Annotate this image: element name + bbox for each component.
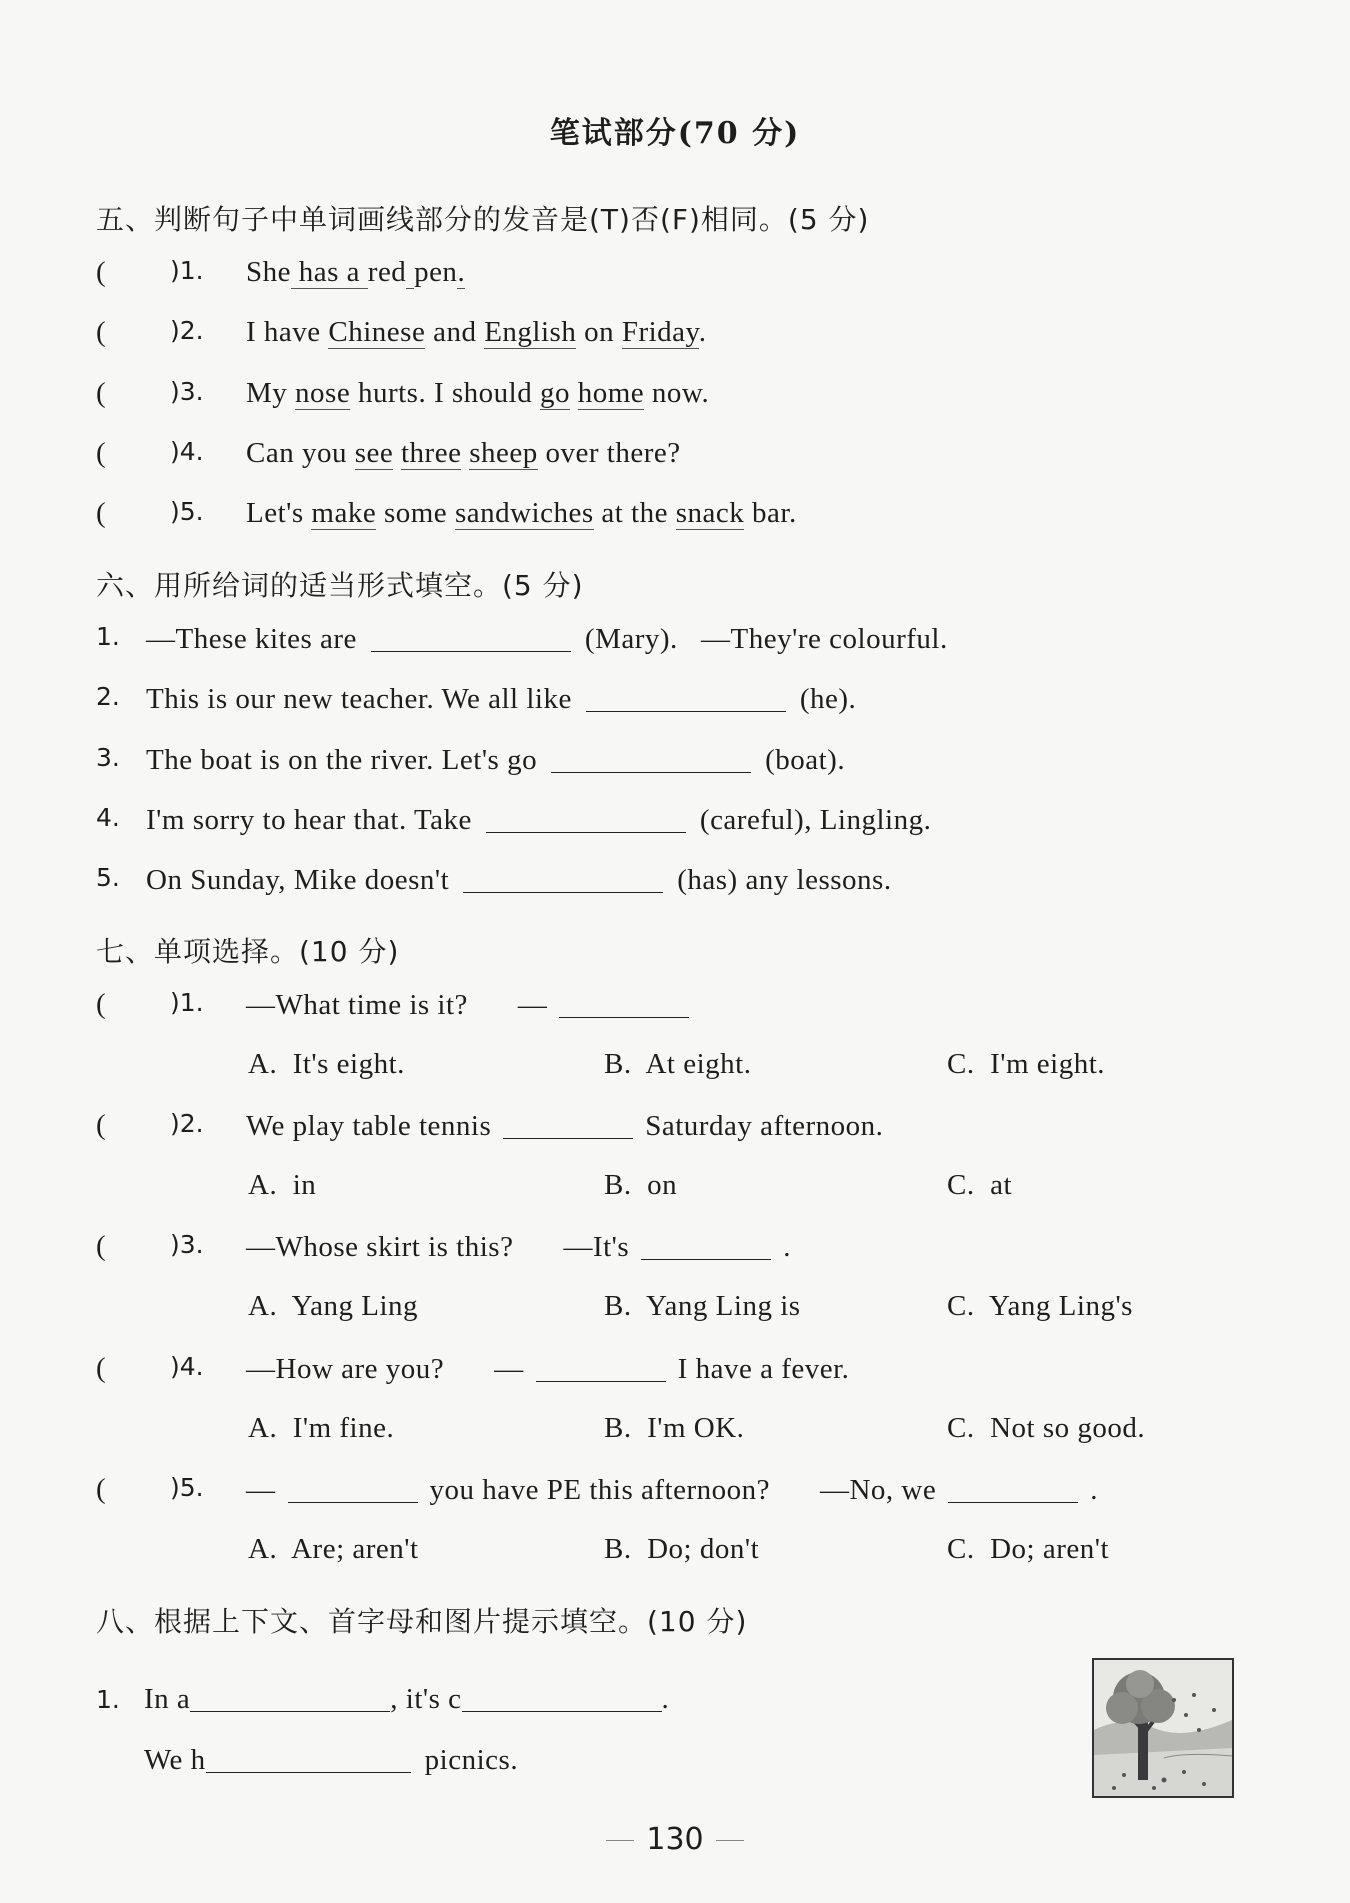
option-c[interactable]: C. Do; aren't xyxy=(947,1533,1110,1565)
item-number: )1. xyxy=(170,988,204,1017)
page-number xyxy=(0,1822,1350,1857)
question xyxy=(246,1109,883,1143)
answer-blank[interactable] xyxy=(641,1230,771,1260)
answer-paren[interactable]: ( xyxy=(96,1230,106,1262)
answer-blank[interactable] xyxy=(206,1743,411,1773)
option-a[interactable]: A. It's eight. xyxy=(248,1048,405,1080)
sentence-before-blank: The boat is on the river. Let's go xyxy=(146,744,538,776)
sentence-part: My xyxy=(246,377,296,409)
section-8-heading: 八、根据上下文、首字母和图片提示填空。(10 分) xyxy=(96,1605,748,1638)
option-c[interactable]: C. Not so good. xyxy=(947,1412,1146,1444)
period: . xyxy=(1090,1474,1098,1506)
answer-blank[interactable] xyxy=(503,1109,633,1139)
item-number: )2. xyxy=(170,1109,204,1138)
underlined-word: three xyxy=(401,437,462,469)
answer-blank[interactable] xyxy=(190,1682,390,1712)
section-8-item-number: 1. xyxy=(96,1685,120,1714)
question xyxy=(246,988,701,1022)
section-5-item xyxy=(96,377,1246,417)
option-c[interactable]: C. I'm eight. xyxy=(947,1048,1106,1080)
sentence-part: hurts. I should xyxy=(350,377,540,409)
autumn-tree-icon xyxy=(1094,1660,1232,1796)
sentence-after-blank: (has) any lessons. xyxy=(677,864,892,896)
page-number-text: 130 xyxy=(646,1822,704,1857)
underlined-word: snack xyxy=(675,497,745,529)
item-number: )5. xyxy=(170,1473,204,1502)
answer-blank[interactable] xyxy=(288,1473,418,1503)
answer-paren[interactable]: ( xyxy=(96,377,106,409)
sentence-part: some xyxy=(376,497,455,529)
sentence-part: pen xyxy=(414,256,458,288)
sentence-part: bar. xyxy=(744,497,797,529)
underlined-word: Friday xyxy=(621,316,699,348)
answer-blank[interactable] xyxy=(948,1473,1078,1503)
section-5-item xyxy=(96,256,1246,296)
autumn-tree-illustration xyxy=(1092,1658,1234,1798)
question-text-after: Saturday afternoon. xyxy=(645,1110,884,1142)
line2-text-b: picnics. xyxy=(424,1744,519,1776)
sentence xyxy=(146,803,931,837)
item-number: )5. xyxy=(170,497,204,526)
answer-blank[interactable] xyxy=(551,743,751,773)
page-title: 笔试部分(70 分) xyxy=(549,116,801,151)
item-number: 5. xyxy=(96,863,120,892)
sentence-before-blank: I'm sorry to hear that. Take xyxy=(146,804,472,836)
option-a[interactable]: A. in xyxy=(248,1169,317,1201)
sentence xyxy=(246,256,465,289)
option-b[interactable]: B. Do; don't xyxy=(604,1533,760,1565)
question-text-after: I have a fever. xyxy=(677,1353,850,1385)
option-b[interactable]: B. I'm OK. xyxy=(604,1412,745,1444)
question-text: We play table tennis xyxy=(246,1110,492,1142)
answer-blank[interactable] xyxy=(462,1682,662,1712)
underlined-word: see xyxy=(354,437,394,469)
line1-text-a: In a xyxy=(144,1683,191,1715)
section-5-item xyxy=(96,316,1246,356)
underlined-word: nose xyxy=(295,377,351,409)
section-5-heading: 五、判断句子中单词画线部分的发音是(T)否(F)相同。(5 分) xyxy=(96,203,870,236)
underlined-word: has a xyxy=(291,256,368,288)
sentence-part: She xyxy=(246,256,291,288)
answer-blank[interactable] xyxy=(559,988,689,1018)
question-dash: — xyxy=(246,1474,276,1506)
sentence-part: . xyxy=(698,316,707,348)
item-number: 2. xyxy=(96,682,120,711)
underlined-word: Chinese xyxy=(328,316,426,348)
option-b[interactable]: B. At eight. xyxy=(604,1048,752,1080)
answer-paren[interactable]: ( xyxy=(96,256,106,288)
answer-prefix: —No, we xyxy=(819,1474,937,1506)
sentence-part: I have xyxy=(246,316,329,348)
answer-paren[interactable]: ( xyxy=(96,437,106,469)
sentence-part: Can you xyxy=(246,437,355,469)
option-c[interactable]: C. at xyxy=(947,1169,1013,1201)
answer-paren[interactable]: ( xyxy=(96,988,106,1020)
sentence-part: over there? xyxy=(537,437,681,469)
underlined-word: English xyxy=(484,316,577,348)
question xyxy=(246,1352,849,1386)
answer-dash: — xyxy=(517,989,548,1021)
item-number: )4. xyxy=(170,1352,204,1381)
question-text: —Whose skirt is this? xyxy=(246,1231,514,1263)
question-text: you have PE this afternoon? xyxy=(429,1474,770,1506)
question-text: —How are you? xyxy=(246,1353,445,1385)
answer-paren[interactable]: ( xyxy=(96,316,106,348)
option-a[interactable]: A. I'm fine. xyxy=(248,1412,395,1444)
answer-blank[interactable] xyxy=(536,1352,666,1382)
item-number: 1. xyxy=(96,622,120,651)
underlined-word: sandwiches xyxy=(454,497,594,529)
answer-prefix: —It's xyxy=(563,1231,630,1263)
option-b[interactable]: B. Yang Ling is xyxy=(604,1290,801,1322)
item-number: )4. xyxy=(170,437,204,466)
option-b[interactable]: B. on xyxy=(604,1169,678,1201)
line1-text-b: , it's c xyxy=(390,1683,462,1715)
sentence-before-blank: On Sunday, Mike doesn't xyxy=(146,864,450,896)
period: . xyxy=(783,1231,791,1263)
sentence-part: red xyxy=(367,256,407,288)
sentence-part: and xyxy=(425,316,485,348)
sentence xyxy=(146,622,948,656)
sentence-part xyxy=(570,377,578,409)
line1-text-c: . xyxy=(661,1683,670,1715)
underlined-word xyxy=(406,256,414,289)
sentence xyxy=(146,743,845,777)
sentence-after-blank: (Mary). —They're colourful. xyxy=(584,623,948,655)
answer-blank[interactable] xyxy=(371,622,571,652)
option-a[interactable]: A. Are; aren't xyxy=(248,1533,419,1565)
option-a[interactable]: A. Yang Ling xyxy=(248,1290,419,1322)
section-5-item xyxy=(96,497,1246,537)
answer-blank[interactable] xyxy=(586,682,786,712)
underlined-word: . xyxy=(457,256,466,288)
sentence-part: Let's xyxy=(246,497,312,529)
answer-paren[interactable]: ( xyxy=(96,1352,106,1384)
question xyxy=(246,1473,1098,1507)
item-number: )1. xyxy=(170,256,204,285)
sentence-part xyxy=(393,437,401,469)
item-number: )3. xyxy=(170,1230,204,1259)
answer-dash: — xyxy=(494,1353,524,1385)
sentence xyxy=(246,316,706,349)
underlined-word: go xyxy=(539,377,570,409)
sentence xyxy=(146,863,892,897)
item-number: 4. xyxy=(96,803,120,832)
item-number: )3. xyxy=(170,377,204,406)
option-c[interactable]: C. Yang Ling's xyxy=(947,1290,1133,1322)
question xyxy=(246,1230,791,1264)
answer-paren[interactable]: ( xyxy=(96,1473,106,1505)
sentence-part: now. xyxy=(644,377,710,409)
question-text: —What time is it? xyxy=(246,989,468,1021)
sentence-part: on xyxy=(576,316,622,348)
answer-paren[interactable]: ( xyxy=(96,1109,106,1141)
sentence-part: at the xyxy=(593,497,676,529)
section-5-item xyxy=(96,437,1246,477)
answer-paren[interactable]: ( xyxy=(96,497,106,529)
section-6-heading: 六、用所给词的适当形式填空。(5 分) xyxy=(96,569,584,602)
sentence xyxy=(146,682,856,716)
answer-blank[interactable] xyxy=(486,803,686,833)
section-8-line-2 xyxy=(144,1743,518,1777)
line2-text-a: We h xyxy=(144,1744,206,1776)
sentence xyxy=(246,377,709,410)
underlined-word: make xyxy=(311,497,377,529)
item-number: 3. xyxy=(96,743,120,772)
sentence-after-blank: (careful), Lingling. xyxy=(699,804,932,836)
sentence xyxy=(246,497,797,530)
underlined-word: home xyxy=(577,377,645,409)
item-number: )2. xyxy=(170,316,204,345)
sentence-before-blank: —These kites are xyxy=(146,623,357,655)
answer-blank[interactable] xyxy=(463,863,663,893)
sentence-before-blank: This is our new teacher. We all like xyxy=(146,683,572,715)
sentence-after-blank: (boat). xyxy=(765,744,846,776)
section-7-heading: 七、单项选择。(10 分) xyxy=(96,935,400,968)
section-8-line-1 xyxy=(144,1682,669,1716)
underlined-word: sheep xyxy=(469,437,538,469)
sentence xyxy=(246,437,681,470)
sentence-after-blank: (he). xyxy=(799,683,857,715)
